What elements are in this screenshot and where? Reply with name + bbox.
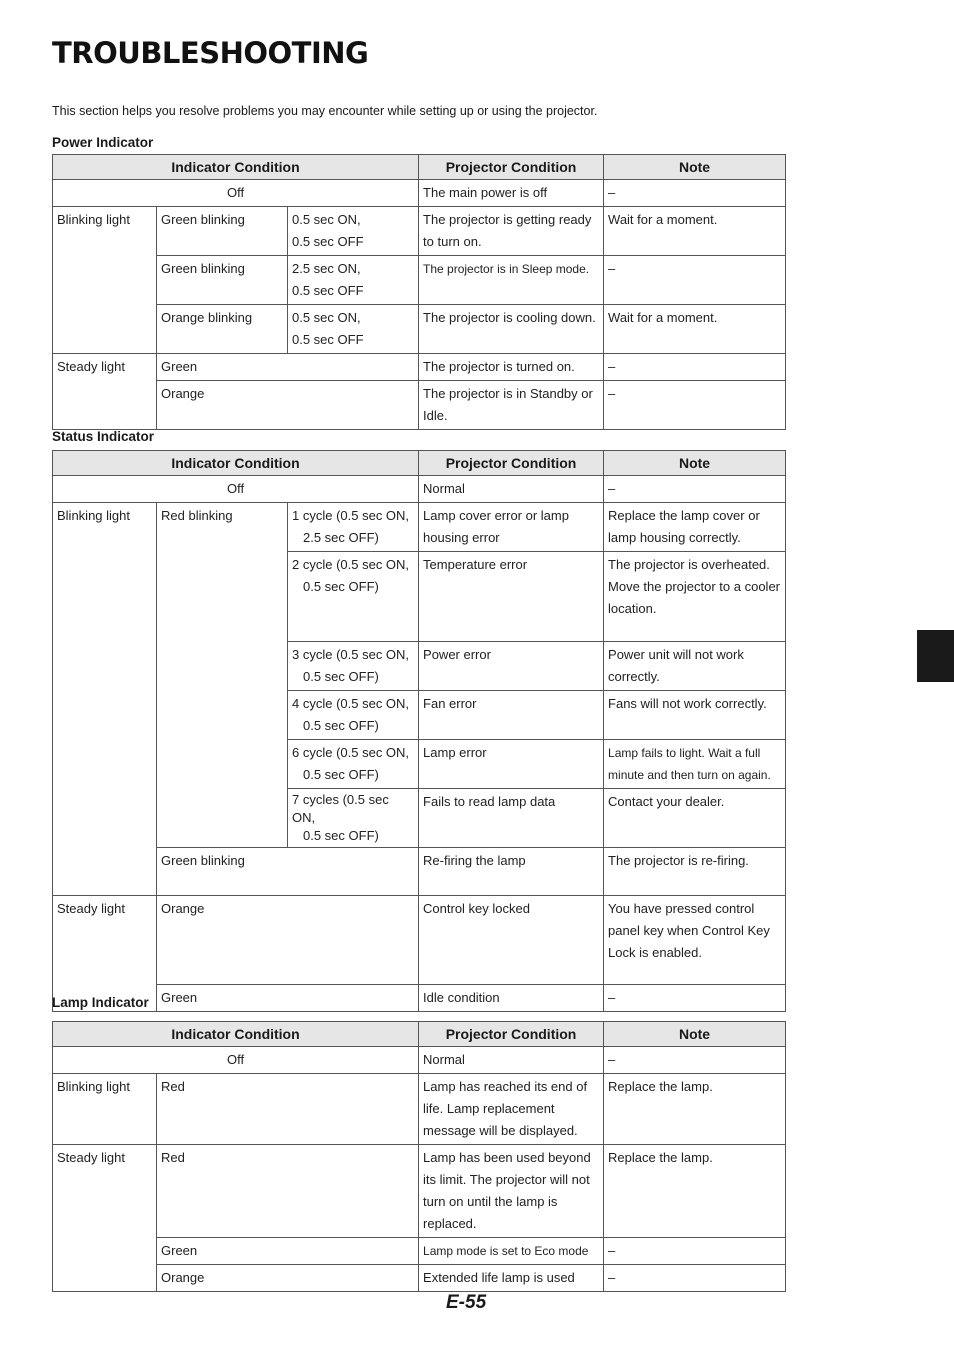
cell-note: Power unit will not work correctly. <box>604 642 786 691</box>
cell-note: – <box>604 985 786 1012</box>
cell-note: Replace the lamp cover or lamp housing correctly. <box>604 503 786 552</box>
intro-text: This section helps you resolve problems you may encounter while setting up or using the projector. <box>52 104 598 118</box>
table-row <box>53 896 786 985</box>
header-projector: Projector Condition <box>419 451 604 476</box>
timing-line: 0.5 sec ON, <box>292 310 361 325</box>
cell-note: You have pressed control panel key when Control Key Lock is enabled. <box>604 896 786 985</box>
timing-line: 2 cycle (0.5 sec ON, <box>292 557 410 572</box>
timing-line: 2.5 sec OFF) <box>303 530 379 545</box>
cell-note: – <box>604 354 786 381</box>
header-note: Note <box>604 451 786 476</box>
cell-timing <box>288 305 419 354</box>
cell-note: Contact your dealer. <box>604 789 786 848</box>
cell-projector: The main power is off <box>419 180 604 207</box>
cell-off: Off <box>53 476 419 503</box>
cell-color: Red <box>157 1145 419 1238</box>
cell-blinking-light: Blinking light <box>53 1074 157 1145</box>
cell-note: The projector is re-firing. <box>604 848 786 896</box>
cell-timing <box>288 789 419 848</box>
table-row <box>53 354 786 381</box>
cell-projector: Lamp error <box>419 740 604 789</box>
timing-line: 0.5 sec OFF <box>292 234 364 249</box>
cell-projector: Extended life lamp is used <box>419 1265 604 1292</box>
cell-projector: Control key locked <box>419 896 604 985</box>
cell-note: Replace the lamp. <box>604 1145 786 1238</box>
cell-projector: Lamp has been used beyond its limit. The projector will not turn on until the lamp is replaced. <box>419 1145 604 1238</box>
cell-color: Red <box>157 1074 419 1145</box>
cell-color: Green <box>157 1238 419 1265</box>
cell-color: Orange <box>157 1265 419 1292</box>
status-indicator-heading: Status Indicator <box>52 429 155 444</box>
timing-line: 0.5 sec OFF <box>292 283 364 298</box>
table-row <box>53 1238 786 1265</box>
cell-note: Replace the lamp. <box>604 1074 786 1145</box>
cell-timing <box>288 256 419 305</box>
table-row <box>53 1145 786 1238</box>
cell-projector: Temperature error <box>419 552 604 642</box>
cell-projector: Lamp mode is set to Eco mode <box>419 1238 604 1265</box>
cell-projector: Power error <box>419 642 604 691</box>
cell-projector: Normal <box>419 1047 604 1074</box>
timing-line: 1 cycle (0.5 sec ON, <box>292 508 410 523</box>
table-row <box>53 848 786 896</box>
timing-line: 6 cycle (0.5 sec ON, <box>292 745 410 760</box>
cell-note: – <box>604 476 786 503</box>
table-row <box>53 476 786 503</box>
cell-projector: Lamp has reached its end of life. Lamp replacement message will be displayed. <box>419 1074 604 1145</box>
table-row <box>53 180 786 207</box>
header-note: Note <box>604 155 786 180</box>
timing-line: 7 cycles (0.5 sec ON, <box>292 792 389 825</box>
timing-line: 0.5 sec OFF <box>292 332 364 347</box>
cell-projector: Idle condition <box>419 985 604 1012</box>
cell-color: Green <box>157 985 419 1012</box>
table-header-row <box>53 451 786 476</box>
cell-steady-light: Steady light <box>53 896 157 1012</box>
cell-color: Green blinking <box>157 848 419 896</box>
table-row <box>53 305 786 354</box>
cell-projector: The projector is in Sleep mode. <box>419 256 604 305</box>
cell-timing <box>288 207 419 256</box>
timing-line: 4 cycle (0.5 sec ON, <box>292 696 410 711</box>
header-indicator: Indicator Condition <box>53 451 419 476</box>
cell-color: Green <box>157 354 419 381</box>
timing-line: 0.5 sec OFF) <box>303 669 379 684</box>
timing-line: 0.5 sec OFF) <box>303 828 379 843</box>
cell-note: – <box>604 1047 786 1074</box>
power-indicator-heading: Power Indicator <box>52 135 154 150</box>
cell-projector: Fan error <box>419 691 604 740</box>
table-header-row <box>53 155 786 180</box>
timing-line: 0.5 sec ON, <box>292 212 361 227</box>
cell-projector: Fails to read lamp data <box>419 789 604 848</box>
header-projector: Projector Condition <box>419 155 604 180</box>
timing-line: 3 cycle (0.5 sec ON, <box>292 647 410 662</box>
table-row <box>53 1047 786 1074</box>
cell-note: – <box>604 180 786 207</box>
cell-timing <box>288 740 419 789</box>
cell-note: The projector is overheated. Move the projector to a cooler location. <box>604 552 786 642</box>
timing-line: 0.5 sec OFF) <box>303 718 379 733</box>
lamp-indicator-heading: Lamp Indicator <box>52 995 149 1010</box>
header-indicator: Indicator Condition <box>53 155 419 180</box>
table-row <box>53 1074 786 1145</box>
cell-note: – <box>604 381 786 430</box>
cell-color: Red blinking <box>157 503 288 848</box>
cell-timing <box>288 552 419 642</box>
cell-timing <box>288 642 419 691</box>
status-indicator-table <box>52 450 786 1012</box>
cell-color: Orange <box>157 896 419 985</box>
cell-note: – <box>604 256 786 305</box>
cell-projector: The projector is turned on. <box>419 354 604 381</box>
cell-off: Off <box>53 1047 419 1074</box>
header-note: Note <box>604 1022 786 1047</box>
cell-note: Lamp fails to light. Wait a full minute and then turn on again. <box>604 740 786 789</box>
table-row <box>53 381 786 430</box>
table-row <box>53 256 786 305</box>
power-indicator-table <box>52 154 786 430</box>
table-row <box>53 207 786 256</box>
timing-line: 0.5 sec OFF) <box>303 767 379 782</box>
cell-note: Wait for a moment. <box>604 207 786 256</box>
cell-timing <box>288 691 419 740</box>
cell-steady-light: Steady light <box>53 1145 157 1292</box>
cell-note: Fans will not work correctly. <box>604 691 786 740</box>
cell-projector: The projector is getting ready to turn on. <box>419 207 604 256</box>
cell-projector: The projector is cooling down. <box>419 305 604 354</box>
page-title: TROUBLESHOOTING <box>52 36 369 70</box>
cell-projector: The projector is in Standby or Idle. <box>419 381 604 430</box>
table-row <box>53 985 786 1012</box>
page-number: E-55 <box>446 1292 487 1313</box>
cell-color: Green blinking <box>157 256 288 305</box>
cell-note: – <box>604 1265 786 1292</box>
cell-timing <box>288 503 419 552</box>
timing-line: 2.5 sec ON, <box>292 261 361 276</box>
header-indicator: Indicator Condition <box>53 1022 419 1047</box>
cell-color: Orange blinking <box>157 305 288 354</box>
cell-steady-light: Steady light <box>53 354 157 430</box>
cell-note: – <box>604 1238 786 1265</box>
cell-color: Orange <box>157 381 419 430</box>
timing-line: 0.5 sec OFF) <box>303 579 379 594</box>
table-row <box>53 503 786 552</box>
chapter-tab-marker <box>917 630 954 682</box>
cell-blinking-light: Blinking light <box>53 503 157 896</box>
cell-note: Wait for a moment. <box>604 305 786 354</box>
table-row <box>53 1265 786 1292</box>
cell-projector: Normal <box>419 476 604 503</box>
cell-color: Green blinking <box>157 207 288 256</box>
cell-projector: Re-firing the lamp <box>419 848 604 896</box>
header-projector: Projector Condition <box>419 1022 604 1047</box>
cell-projector: Lamp cover error or lamp housing error <box>419 503 604 552</box>
table-header-row <box>53 1022 786 1047</box>
cell-off: Off <box>53 180 419 207</box>
cell-blinking-light: Blinking light <box>53 207 157 354</box>
lamp-indicator-table <box>52 1021 786 1292</box>
